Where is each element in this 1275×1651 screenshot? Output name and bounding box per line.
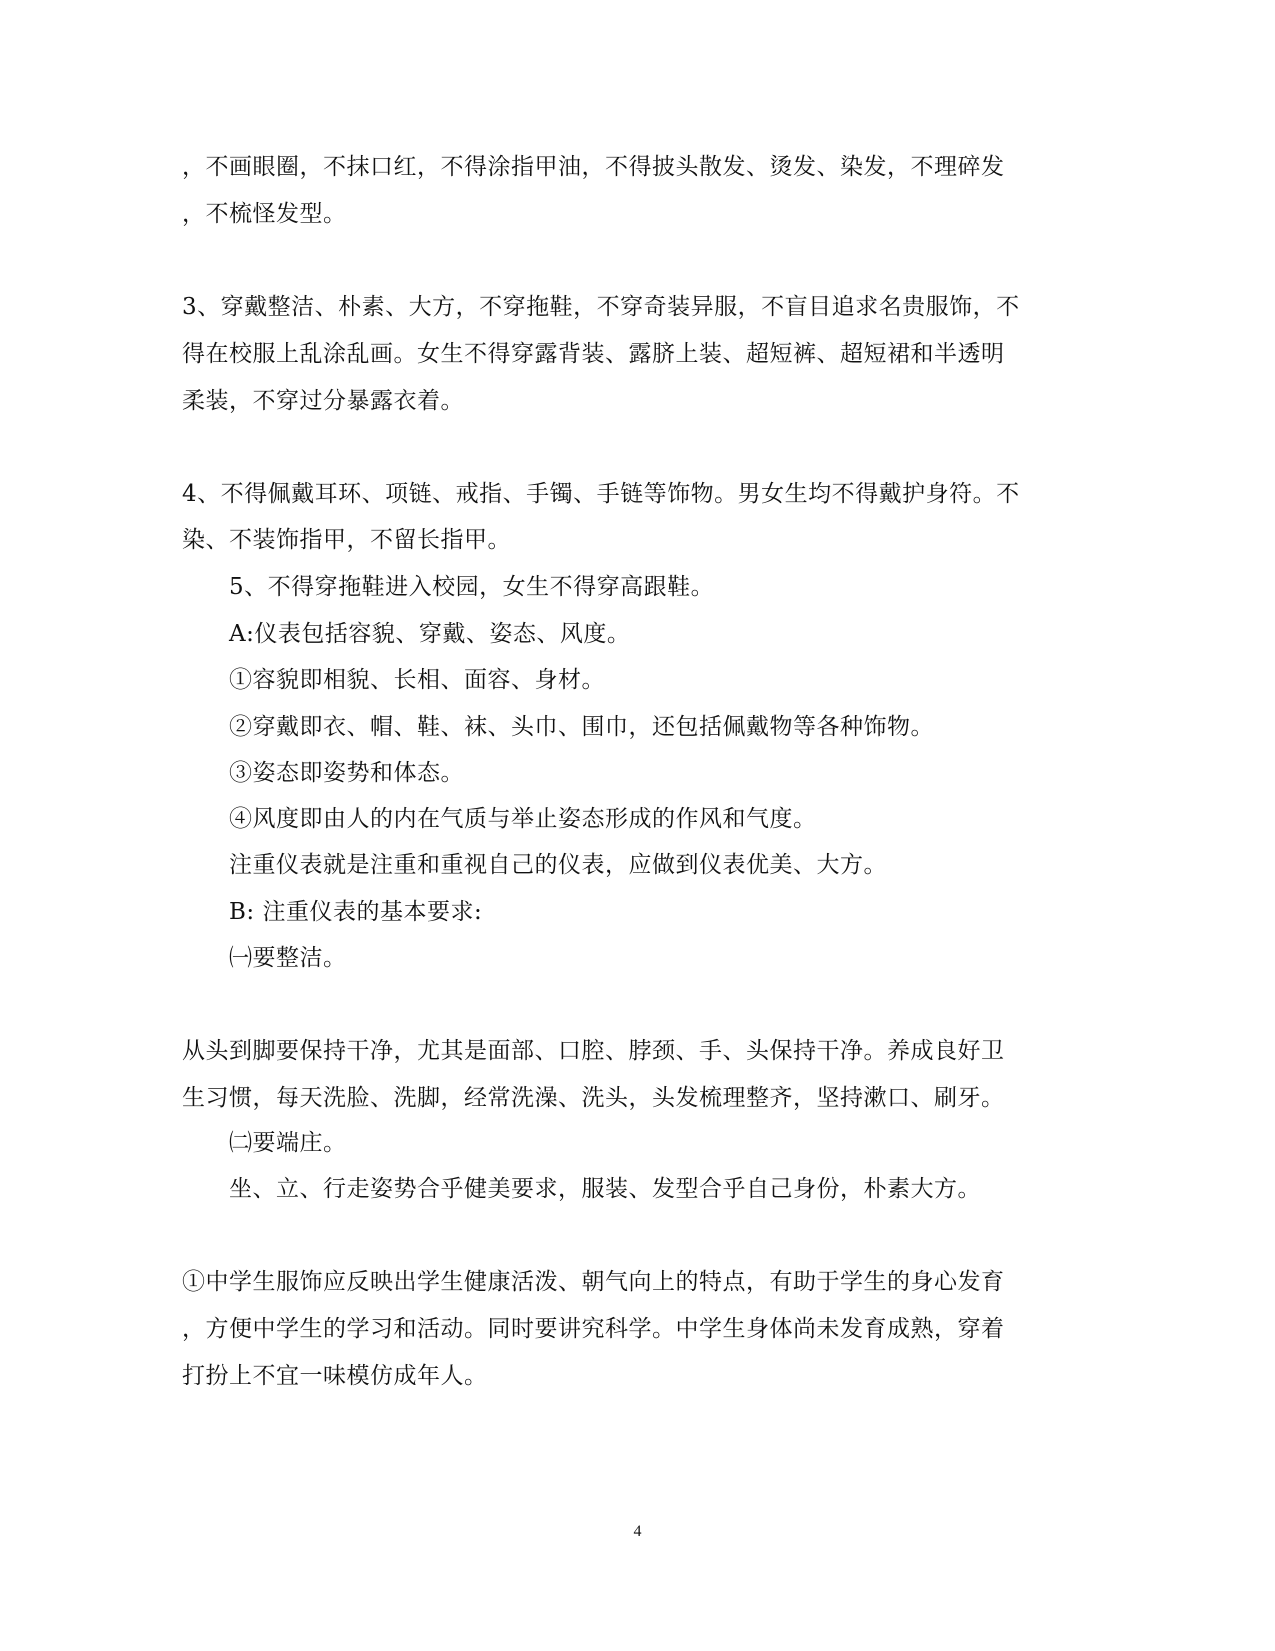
page-number: 4 — [633, 1523, 642, 1540]
paragraph-line: ㈠要整洁。 — [229, 945, 347, 971]
paragraph-line: 坐、立、行走姿势合乎健美要求，服装、发型合乎自己身份，朴素大方。 — [229, 1176, 981, 1202]
paragraph-line: 柔装，不穿过分暴露衣着。 — [182, 388, 464, 414]
paragraph-line: ④风度即由人的内在气质与举止姿态形成的作风和气度。 — [229, 806, 817, 832]
paragraph-line: ㈡要端庄。 — [229, 1130, 347, 1156]
paragraph-line: 注重仪表就是注重和重视自己的仪表，应做到仪表优美、大方。 — [229, 852, 887, 878]
paragraph-line: ②穿戴即衣、帽、鞋、袜、头巾、围巾，还包括佩戴物等各种饰物。 — [229, 714, 934, 740]
paragraph-line: 4、不得佩戴耳环、项链、戒指、手镯、手链等饰物。男女生均不得戴护身符。不 — [182, 481, 1020, 507]
paragraph-line: 染、不装饰指甲，不留长指甲。 — [182, 527, 511, 553]
paragraph-line: 3、穿戴整洁、朴素、大方，不穿拖鞋，不穿奇装异服，不盲目追求名贵服饰，不 — [182, 294, 1020, 320]
paragraph-line: ①容貌即相貌、长相、面容、身材。 — [229, 667, 605, 693]
paragraph-line: ，不梳怪发型。 — [182, 201, 347, 227]
paragraph-line: ③姿态即姿势和体态。 — [229, 760, 464, 786]
paragraph-line: 打扮上不宜一味模仿成年人。 — [182, 1363, 488, 1389]
paragraph-line: 5、不得穿拖鞋进入校园，女生不得穿高跟鞋。 — [229, 574, 715, 600]
paragraph-line: ①中学生服饰应反映出学生健康活泼、朝气向上的特点，有助于学生的身心发育 — [182, 1269, 1005, 1295]
paragraph-line: ，不画眼圈，不抹口红，不得涂指甲油，不得披头散发、烫发、染发，不理碎发 — [182, 154, 1005, 180]
paragraph-line: B: 注重仪表的基本要求: — [229, 899, 483, 925]
paragraph-line: 生习惯，每天洗脸、洗脚，经常洗澡、洗头，头发梳理整齐，坚持漱口、刷牙。 — [182, 1085, 1005, 1111]
paragraph-line: ，方便中学生的学习和活动。同时要讲究科学。中学生身体尚未发育成熟，穿着 — [182, 1316, 1005, 1342]
paragraph-line: A:仪表包括容貌、穿戴、姿态、风度。 — [229, 621, 631, 647]
paragraph-line: 从头到脚要保持干净，尤其是面部、口腔、脖颈、手、头保持干净。养成良好卫 — [182, 1038, 1005, 1064]
paragraph-line: 得在校服上乱涂乱画。女生不得穿露背装、露脐上装、超短裤、超短裙和半透明 — [182, 341, 1005, 367]
